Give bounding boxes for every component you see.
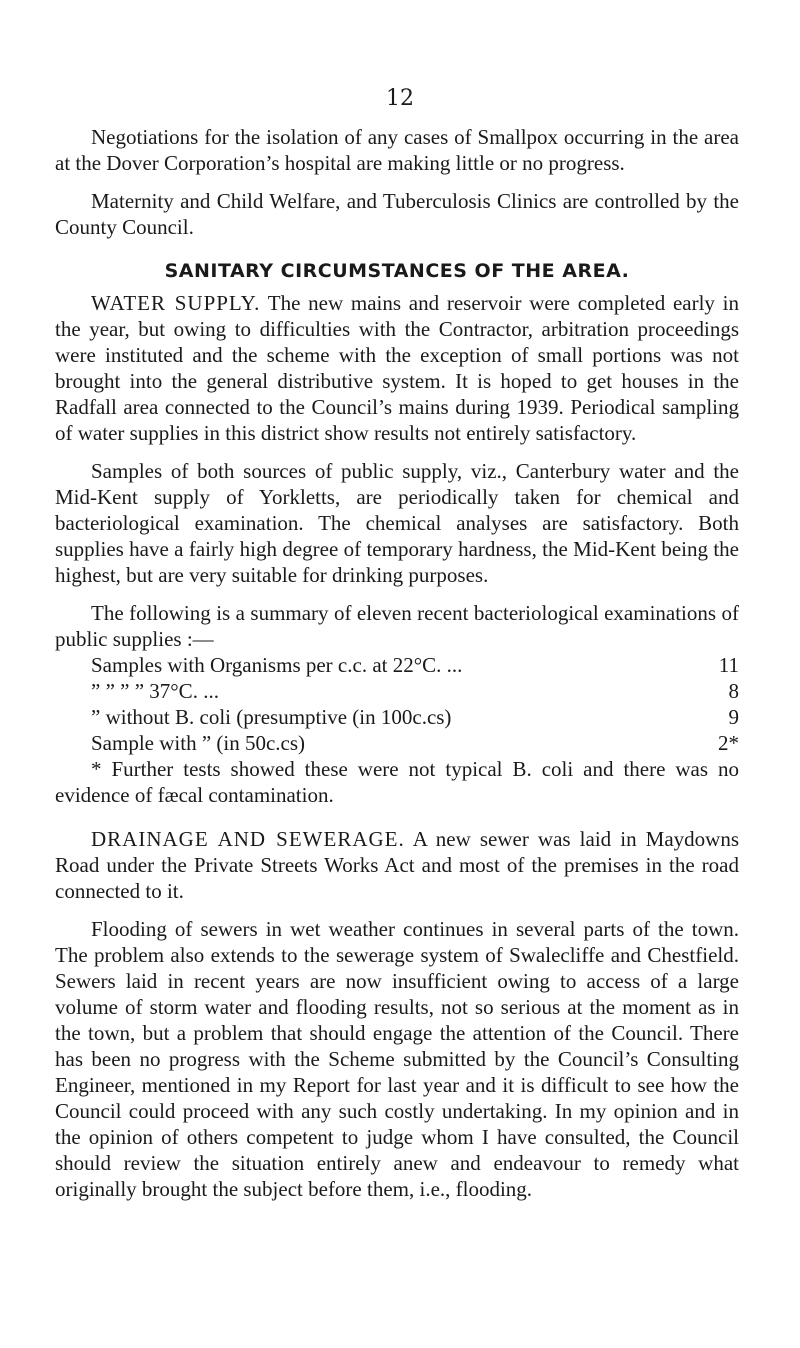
row-value: 11 bbox=[718, 653, 739, 677]
paragraph-maternity: Maternity and Child Welfare, and Tuberculosis Clinics are controlled by the County Council. bbox=[55, 189, 739, 239]
water-supply-text: The new mains and reservoir were completed early in the year, but owing to difficulties with the Contractor, arbitration proceedings were instituted and the scheme with the exception of small portions was not brought into the general distributive system. It is hoped to get houses in the Radfall area connected to the Council’s mains during 1939. Periodical sampling of water supplies in this district show results not entirely satisfactory. bbox=[55, 291, 739, 445]
table-row bbox=[91, 652, 739, 678]
paragraph-samples: Samples of both sources of public supply, viz., Canterbury water and the Mid-Kent supply of Yorkletts, are periodically taken for chemical and bacteriological examination. The chemical analyses are satisfactory. Both supplies have a fairly high degree of temporary hardness, the Mid-Kent being the highest, but are very suitable for drinking purposes. bbox=[55, 459, 739, 587]
page-number: 12 bbox=[386, 86, 414, 111]
footnote: * Further tests showed these were not typical B. coli and there was no evidence of fæcal contamination. bbox=[55, 757, 739, 807]
row-value: 2* bbox=[718, 731, 739, 755]
paragraph-smallpox: Negotiations for the isolation of any cases of Smallpox occurring in the area at the Dover Corporation’s hospital are making little or no progress. bbox=[55, 125, 739, 175]
row-label: ” ” ” ” 37°C. ... bbox=[91, 679, 219, 703]
section-heading: SANITARY CIRCUMSTANCES OF THE AREA. bbox=[164, 260, 630, 282]
table-row bbox=[91, 730, 739, 756]
water-supply-title: WATER SUPPLY. bbox=[91, 291, 261, 315]
table-row bbox=[91, 678, 739, 704]
table-row bbox=[91, 704, 739, 730]
paragraph-water-supply bbox=[55, 290, 739, 446]
row-value: 8 bbox=[728, 679, 739, 703]
drainage-title: DRAINAGE AND SEWERAGE. bbox=[91, 827, 405, 851]
paragraph-following: The following is a summary of eleven recent bacteriological examinations of public supplies :— bbox=[55, 601, 739, 651]
paragraph-flooding: Flooding of sewers in wet weather continues in several parts of the town. The problem also extends to the sewerage system of Swalecliffe and Chestfield. Sewers laid in recent years are now insufficient owing to access of a large volume of storm water and flooding results, not so serious at the moment as in the town, but a problem that should engage the attention of the Council. There has been no progress with the Scheme submitted by the Council’s Consulting Engineer, mentioned in my Report for last year and it is difficult to see how the Council could proceed with any such costly undertaking. In my opinion and in the opinion of others competent to judge whom I have consulted, the Council should review the situation entirely anew and endeavour to remedy what originally brought the subject before them, i.e., flooding. bbox=[55, 917, 739, 1201]
paragraph-drainage bbox=[55, 826, 739, 904]
bacteriological-summary-table bbox=[91, 652, 739, 756]
row-label: ” without B. coli (presumptive (in 100c.cs) bbox=[91, 705, 452, 729]
row-label: Samples with Organisms per c.c. at 22°C. ... bbox=[91, 653, 463, 677]
row-label: Sample with ” (in 50c.cs) bbox=[91, 731, 306, 755]
drainage-text: A new sewer was laid in Maydowns Road under the Private Streets Works Act and most of the premises in the road connected to it. bbox=[55, 827, 739, 903]
row-value: 9 bbox=[728, 705, 739, 729]
body-text bbox=[55, 124, 739, 1202]
